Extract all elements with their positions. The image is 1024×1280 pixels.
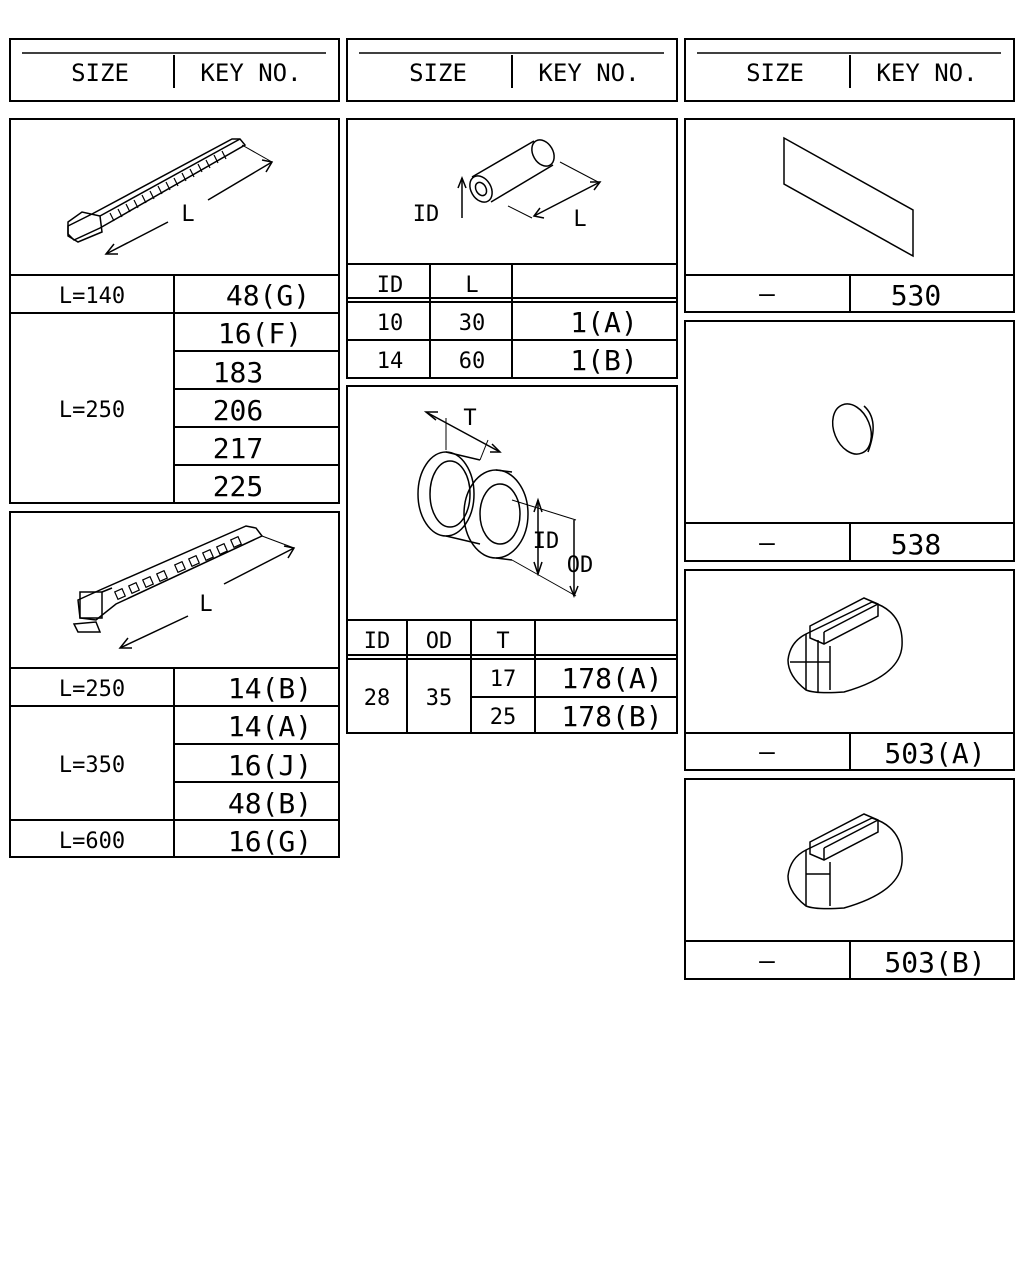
size-cell: L=600 (58, 829, 126, 854)
size-cell: L=250 (58, 677, 126, 702)
key-cell: 503(B) (884, 946, 986, 979)
length-cell: 60 (458, 349, 486, 374)
cable-tie-icon (68, 139, 272, 254)
header-col-2 (347, 39, 677, 101)
id-cell: 28 (363, 686, 391, 711)
key-cell: 14(A) (227, 710, 313, 743)
disc-icon (826, 398, 879, 460)
size-cell: — (759, 946, 775, 976)
length-cell: 30 (458, 311, 486, 336)
tube-id-label: ID (412, 202, 440, 227)
tape-icon (784, 138, 913, 256)
header-col-3 (685, 39, 1014, 101)
id-cell: 14 (376, 349, 404, 374)
key-cell: 503(A) (884, 737, 986, 770)
key-cell: 178(A) (561, 662, 663, 695)
od-cell: 35 (425, 686, 453, 711)
size-cell: — (759, 279, 775, 309)
column-header: ID (376, 273, 404, 298)
key-cell: 48(G) (225, 279, 311, 312)
grommet-od-label: OD (566, 553, 594, 578)
tube-panel (347, 119, 677, 378)
cable-tie-icon (74, 526, 294, 648)
cable-tie-a-panel (10, 119, 339, 503)
tape-panel (685, 119, 1014, 312)
header-size-label: SIZE (746, 59, 804, 87)
column-header: ID (363, 629, 391, 654)
id-cell: 10 (376, 311, 404, 336)
key-cell: 14(B) (227, 672, 313, 705)
grommet-icon (418, 412, 578, 596)
block-b-panel (685, 779, 1014, 979)
header-key-label: KEY NO. (200, 59, 302, 87)
disc-panel (685, 321, 1014, 561)
thickness-cell: 17 (489, 667, 517, 692)
key-cell: 16(G) (227, 825, 313, 858)
column-header: T (496, 629, 510, 654)
header-size-label: SIZE (71, 59, 129, 87)
size-cell: L=350 (58, 753, 126, 778)
cable-tie-a-dim-label: L (181, 202, 195, 227)
key-cell: 1(B) (570, 344, 638, 377)
column-header: L (465, 273, 479, 298)
key-cell: 1(A) (570, 306, 638, 339)
key-cell: 16(J) (227, 749, 313, 782)
key-cell: 178(B) (561, 700, 663, 733)
cable-tie-b-dim-label: L (199, 592, 213, 617)
block-a-panel (685, 570, 1014, 770)
grommet-t-label: T (463, 406, 477, 431)
thickness-cell: 25 (489, 705, 517, 730)
tube-l-label: L (573, 207, 587, 232)
key-cell: 530 (890, 279, 942, 312)
key-cell: 206 (212, 394, 264, 427)
key-cell: 225 (212, 470, 264, 503)
size-cell: L=250 (58, 398, 126, 423)
key-cell: 538 (890, 528, 942, 561)
header-key-label: KEY NO. (538, 59, 640, 87)
size-cell: L=140 (58, 284, 126, 309)
cable-tie-b-panel (10, 512, 339, 858)
grommet-panel (347, 386, 677, 733)
tube-icon (458, 136, 600, 218)
header-key-label: KEY NO. (876, 59, 978, 87)
key-cell: 183 (212, 356, 264, 389)
key-cell: 16(F) (217, 317, 303, 350)
grommet-id-label: ID (532, 529, 560, 554)
size-cell: — (759, 528, 775, 558)
column-header: OD (425, 629, 453, 654)
block-icon (788, 598, 902, 693)
key-cell: 48(B) (227, 787, 313, 820)
block-icon (788, 814, 902, 909)
size-cell: — (759, 737, 775, 767)
key-cell: 217 (212, 432, 264, 465)
header-size-label: SIZE (409, 59, 467, 87)
header-col-1 (10, 39, 339, 101)
